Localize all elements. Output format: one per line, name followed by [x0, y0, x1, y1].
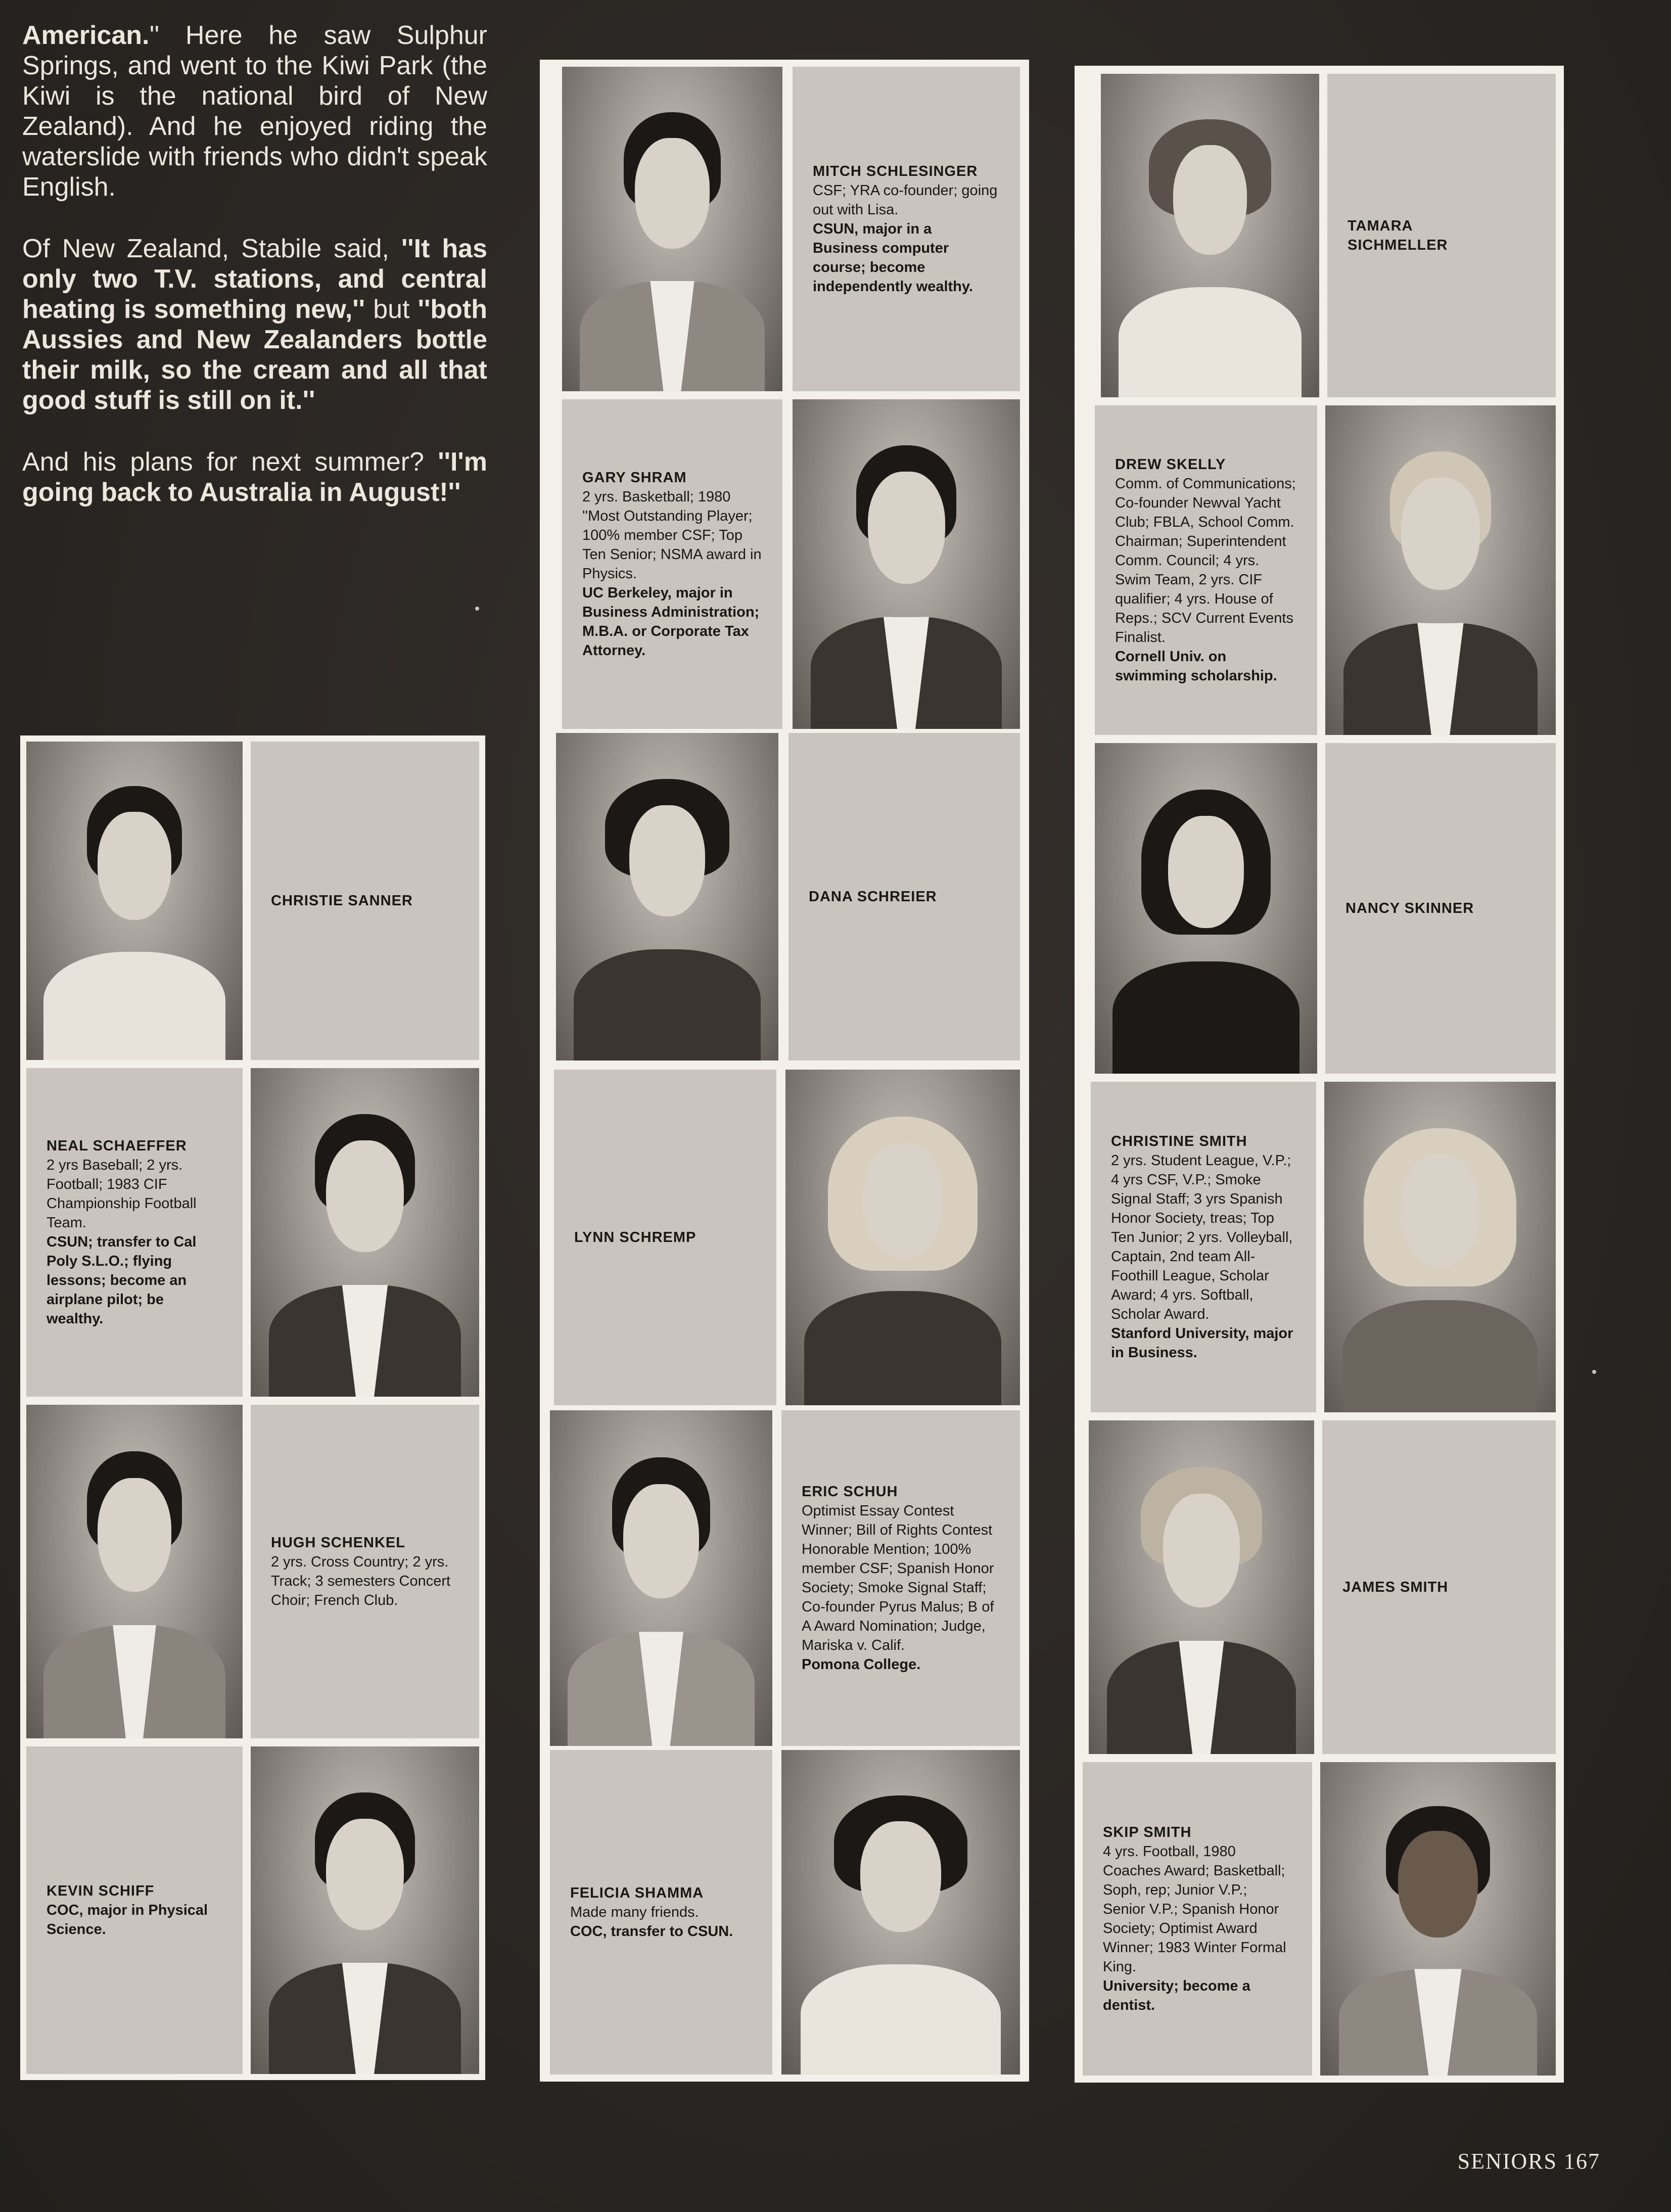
senior-name: FELICIA SHAMMA [570, 1885, 704, 1901]
senior-column-1 [20, 735, 485, 2080]
portrait-skip-smith [1320, 1762, 1556, 2076]
senior-activities: Optimist Essay Contest Winner; Bill of Rights Contest Honorable Mention; 100% member CSF; Spanish Honor Society; Smoke Signal Staff; Co-founder Pyrus Malus; B of A Award Nomination; Judge, Mariska v. Calif. [802, 1503, 994, 1653]
intro-paragraph-2: Of New Zealand, Stabile said, ''It has only two T.V. stations, and central heating is something new,'' but ''both Aussies and New Zealanders bottle their milk, so the cream and all that good stuff is still on it.'' [22, 234, 487, 415]
senior-activities: 2 yrs. Cross Country; 2 yrs. Track; 3 semesters Concert Choir; French Club. [271, 1554, 451, 1608]
caption-hugh-schenkel [251, 1405, 479, 1738]
senior-name: TAMARA [1348, 218, 1413, 234]
senior-column-2 [540, 60, 1029, 2082]
portrait-felicia-shamma [781, 1750, 1020, 2075]
senior-activities: Comm. of Communications; Co-founder Newval Yacht Club; FBLA, School Comm. Chairman; Superintendent Comm. Council; 4 yrs. Swim Team, 2 yrs. CIF qualifier; 4 yrs. House of Reps.; SCV Current Events Finalist. [1115, 476, 1296, 646]
senior-plans: CSUN, major in a Business computer course; become independently wealthy. [813, 221, 973, 295]
senior-name: NANCY SKINNER [1345, 900, 1474, 916]
senior-plans: Pomona College. [802, 1656, 921, 1673]
portrait-christie-sanner [26, 742, 243, 1060]
portrait-neal-schaeffer [251, 1068, 479, 1397]
portrait-mitch-schlesinger [562, 67, 782, 391]
page-speck [475, 607, 479, 611]
senior-name: SKIP SMITH [1103, 1824, 1192, 1840]
senior-name-2: SICHMELLER [1348, 237, 1448, 253]
portrait-nancy-skinner [1095, 743, 1317, 1074]
senior-name: LYNN SCHREMP [574, 1229, 697, 1246]
senior-name: CHRISTIE SANNER [271, 893, 413, 909]
caption-christie-sanner [251, 742, 479, 1060]
senior-plans: University; become a dentist. [1103, 1978, 1250, 2013]
page-folio: SENIORS 167 [1457, 2149, 1600, 2174]
caption-nancy-skinner [1325, 743, 1556, 1074]
senior-name: GARY SHRAM [582, 470, 687, 486]
senior-activities: CSF; YRA co-founder; going out with Lisa. [813, 182, 998, 218]
senior-name: NEAL SCHAEFFER [47, 1138, 187, 1154]
senior-activities: 2 yrs. Basketball; 1980 ''Most Outstanding Player; 100% member CSF; Top Ten Senior; NSMA award in Physics. [582, 489, 762, 582]
caption-eric-schuh [781, 1410, 1020, 1746]
caption-gary-shram [562, 399, 782, 729]
intro-story [22, 20, 487, 539]
portrait-kevin-schiff [251, 1746, 479, 2074]
senior-name: ERIC SCHUH [802, 1484, 898, 1500]
senior-name: KEVIN SCHIFF [47, 1883, 155, 1899]
caption-drew-skelly [1095, 405, 1317, 735]
senior-plans: COC, transfer to CSUN. [570, 1923, 733, 1940]
senior-name: HUGH SCHENKEL [271, 1535, 405, 1551]
caption-felicia-shamma [550, 1750, 772, 2075]
senior-activities: 4 yrs. Football, 1980 Coaches Award; Basketball; Soph, rep; Junior V.P.; Senior V.P.; Spanish Honor Society; Optimist Award Winner; 1983 Winter Formal King. [1103, 1844, 1286, 1975]
senior-plans: UC Berkeley, major in Business Administration; M.B.A. or Corporate Tax Attorney. [582, 585, 760, 659]
portrait-hugh-schenkel [26, 1405, 243, 1738]
portrait-tamara-sichmeller [1101, 74, 1319, 397]
senior-activities: 2 yrs. Student League, V.P.; 4 yrs CSF, V.P.; Smoke Signal Staff; 3 yrs Spanish Honor Society, treas; Top Ten Junior; 2 yrs. Volleyball, Captain, 2nd team All- Foothill League, Scholar Award; 4 yrs. Softball, Scholar Award. [1111, 1153, 1293, 1322]
caption-mitch-schlesinger [793, 67, 1020, 391]
caption-lynn-schremp [554, 1070, 776, 1405]
senior-activities: 2 yrs Baseball; 2 yrs. Football; 1983 CIF Championship Football Team. [47, 1157, 197, 1231]
caption-james-smith [1322, 1420, 1556, 1754]
senior-name: CHRISTINE SMITH [1111, 1133, 1247, 1149]
portrait-gary-shram [793, 399, 1020, 729]
senior-name: JAMES SMITH [1342, 1579, 1449, 1595]
senior-name: MITCH SCHLESINGER [813, 163, 978, 179]
caption-neal-schaeffer [26, 1068, 243, 1397]
caption-dana-schreier [788, 733, 1020, 1061]
portrait-christine-smith [1324, 1082, 1556, 1412]
portrait-eric-schuh [550, 1410, 772, 1746]
senior-plans: Cornell Univ. on swimming scholarship. [1115, 649, 1277, 684]
senior-name: DANA SCHREIER [809, 889, 937, 905]
page-speck [1592, 1370, 1596, 1374]
caption-christine-smith [1091, 1082, 1316, 1412]
senior-name: DREW SKELLY [1115, 456, 1226, 473]
portrait-lynn-schremp [785, 1070, 1020, 1405]
caption-tamara-sichmeller [1327, 74, 1556, 397]
caption-skip-smith [1083, 1762, 1312, 2076]
intro-paragraph-1: American.'' Here he saw Sulphur Springs, and went to the Kiwi Park (the Kiwi is the national bird of New Zealand). And he enjoyed riding the waterslide with friends who didn't speak English. [22, 21, 487, 202]
portrait-james-smith [1089, 1420, 1314, 1754]
senior-plans: CSUN; transfer to Cal Poly S.L.O.; flying lessons; become an airplane pilot; be wealthy. [47, 1234, 197, 1327]
senior-activities: Made many friends. [570, 1904, 699, 1920]
caption-kevin-schiff [26, 1746, 243, 2074]
senior-plans: Stanford University, major in Business. [1111, 1325, 1293, 1361]
senior-column-3 [1075, 66, 1564, 2083]
portrait-drew-skelly [1325, 405, 1556, 735]
portrait-dana-schreier [556, 733, 778, 1061]
senior-plans: COC, major in Physical Science. [47, 1902, 208, 1938]
intro-paragraph-3: And his plans for next summer? ''I'm going back to Australia in August!'' [22, 447, 487, 507]
